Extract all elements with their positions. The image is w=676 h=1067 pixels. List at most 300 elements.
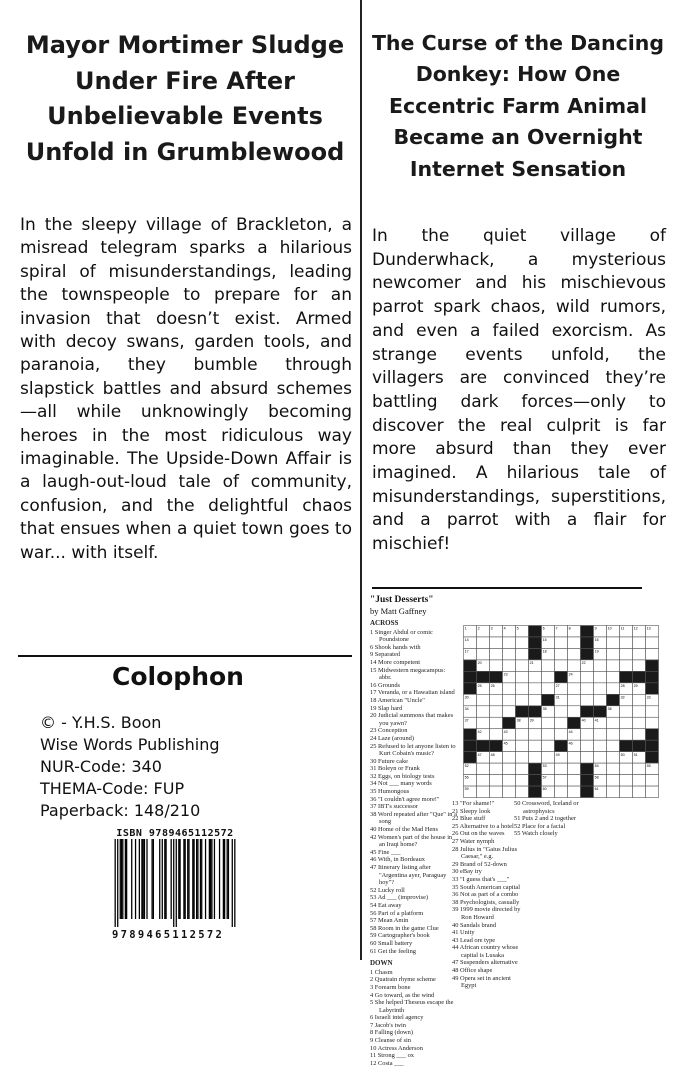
crossword-cell [607, 671, 620, 682]
crossword-clue: 51 Puts 2 and 2 together [514, 815, 576, 823]
crossword-cell [477, 694, 490, 705]
barcode-bar [125, 839, 126, 919]
crossword-cell [568, 683, 581, 694]
crossword-cell-number: 10 [607, 626, 612, 631]
crossword-cell-number: 58 [594, 775, 599, 780]
crossword-cell [555, 717, 568, 728]
crossword-black-cell [646, 660, 659, 671]
crossword-clue: 37 IBT's successor [370, 803, 419, 811]
crossword-clue: 30 Future cake [370, 757, 408, 765]
crossword-cell-number: 28 [620, 683, 625, 688]
crossword-cell-number: 53 [542, 764, 547, 769]
crossword-cell [555, 786, 568, 797]
crossword-cell-number: 41 [594, 718, 599, 723]
column-divider [360, 0, 362, 960]
colophon-copyright: © - Y.H.S. Boon [40, 713, 162, 732]
crossword-cell [568, 763, 581, 774]
crossword-cell [581, 683, 594, 694]
crossword-cell [529, 740, 542, 751]
crossword-cell [542, 752, 555, 763]
barcode-bar [214, 839, 215, 919]
crossword-clue: 8 Falling (down) [370, 1029, 413, 1037]
crossword-clue: 60 Small battery [370, 939, 413, 947]
crossword-clue: 56 Part of a platform [370, 909, 424, 917]
crossword-cell [542, 671, 555, 682]
crossword-clue: 6 Shook hands with [370, 643, 421, 651]
crossword-cell [516, 752, 529, 763]
crossword-cell [477, 717, 490, 728]
crossword-cell [620, 775, 633, 786]
crossword-cell [568, 648, 581, 659]
crossword-cell-number: 9 [594, 626, 597, 631]
crossword-cell [581, 729, 594, 740]
barcode-bar [209, 839, 210, 919]
crossword-cell-number: 1 [464, 626, 467, 631]
crossword-cell-number: 30 [464, 695, 469, 700]
crossword-clue: 3 Forearm bone [370, 983, 411, 991]
crossword-cell [607, 637, 620, 648]
crossword-cell [568, 637, 581, 648]
crossword-cell [503, 706, 516, 717]
crossword-cell-number: 14 [464, 638, 469, 643]
crossword-cell-number: 22 [581, 661, 586, 666]
crossword-clue: 46 With, in Bordeaux [370, 856, 426, 864]
crossword-cell [503, 752, 516, 763]
crossword-cell [542, 717, 555, 728]
crossword-cell-number: 32 [620, 695, 625, 700]
barcode-bar [131, 839, 132, 919]
crossword-cell [503, 763, 516, 774]
crossword-cell-number: 26 [490, 683, 495, 688]
crossword-black-cell [581, 626, 594, 637]
crossword-cell [503, 694, 516, 705]
crossword-author: by Matt Gaffney [370, 606, 427, 616]
crossword-cell [516, 729, 529, 740]
colophon-thema-code: THEMA-Code: FUP [40, 779, 185, 798]
crossword-black-cell [477, 740, 490, 751]
crossword-cell [555, 637, 568, 648]
crossword-black-cell [490, 671, 503, 682]
crossword-cell [607, 775, 620, 786]
crossword-cell [503, 683, 516, 694]
crossword-clue: 38 Word repeated after "Que" in a song [370, 810, 457, 826]
crossword-cell [594, 660, 607, 671]
crossword-black-cell [464, 740, 477, 751]
crossword-cell-number: 61 [594, 787, 599, 792]
crossword-cell-number: 52 [464, 764, 469, 769]
crossword-black-cell [646, 671, 659, 682]
crossword-cell-number: 51 [633, 752, 638, 757]
crossword-cell [581, 671, 594, 682]
crossword-cell-number: 47 [477, 752, 482, 757]
crossword-cell [568, 786, 581, 797]
crossword-cell [594, 740, 607, 751]
crossword-cell [620, 763, 633, 774]
crossword-cell-number: 13 [646, 626, 651, 631]
crossword-clue: 25 Alternative to a hotel [452, 822, 514, 830]
barcode-bar [121, 839, 122, 919]
crossword-clue: 35 Humongous [370, 788, 410, 796]
crossword-clue: 35 South American capital [452, 883, 520, 891]
crossword-cell [620, 706, 633, 717]
crossword-clue: 48 Office shape [452, 967, 493, 975]
crossword-clue: 1 Singer Abdul or comic Poundstone [370, 628, 433, 644]
crossword-cell [477, 648, 490, 659]
crossword-clue: 40 Sandals brand [452, 921, 497, 929]
barcode-bar [139, 839, 140, 919]
crossword-clue: 36 Not as part of a combo [452, 891, 519, 899]
crossword-cell [607, 786, 620, 797]
crossword-grid [463, 625, 659, 798]
crossword-cell [542, 740, 555, 751]
crossword-cell-number: 56 [464, 775, 469, 780]
crossword-black-cell [581, 763, 594, 774]
crossword-black-cell [646, 683, 659, 694]
down-heading: DOWN [370, 959, 393, 968]
crossword-cell [555, 660, 568, 671]
left-headline: Mayor Mortimer Sludge Under Fire After Unbelievable Events Unfold in Grumblewood [25, 31, 345, 166]
crossword-clue: 50 Crossword, Iceland or astrophysics [514, 800, 579, 815]
crossword-black-cell [568, 717, 581, 728]
barcode-bar [122, 839, 123, 919]
crossword-clue: 17 Veranda, or a Hawaiian island [370, 689, 455, 697]
crossword-cell [633, 706, 646, 717]
crossword-cell [646, 637, 659, 648]
isbn-label: ISBN 9789465112572 [116, 828, 234, 839]
crossword-cell-number: 36 [607, 706, 612, 711]
barcode-bar [223, 839, 224, 919]
crossword-cell [490, 775, 503, 786]
crossword-black-cell [529, 648, 542, 659]
crossword-black-cell [581, 637, 594, 648]
barcode-bar [165, 839, 166, 919]
crossword-cell-number: 8 [568, 626, 571, 631]
crossword-clue: 22 Blue stuff [452, 815, 486, 823]
crossword-clue: 54 Eat away [370, 901, 402, 909]
crossword-clue: 12 Costa ___ [370, 1059, 404, 1067]
crossword-black-cell [542, 694, 555, 705]
crossword-clue: 23 Conception [370, 727, 408, 735]
colophon-format: Paperback: 148/210 [40, 801, 201, 820]
crossword-clue: 9 Cleanse of sin [370, 1037, 411, 1045]
crossword-clue: 59 Cartographer's book [370, 932, 430, 940]
crossword-cell-number: 37 [464, 718, 469, 723]
crossword-black-cell [464, 671, 477, 682]
crossword-black-cell [646, 740, 659, 751]
crossword-black-cell [581, 706, 594, 717]
crossword-cell [503, 786, 516, 797]
crossword-cell-number: 49 [555, 752, 560, 757]
crossword-cell [490, 660, 503, 671]
crossword-cell [633, 729, 646, 740]
crossword-cell-number: 19 [594, 649, 599, 654]
crossword-black-cell [620, 740, 633, 751]
crossword-clue: 5 She helped Theseus escape the Labyrinth [370, 999, 454, 1014]
crossword-cell-number: 11 [620, 626, 625, 631]
crossword-cell [581, 740, 594, 751]
crossword-black-cell [620, 671, 633, 682]
crossword-cell-number: 23 [503, 672, 508, 677]
crossword-cell [646, 648, 659, 659]
crossword-cell-number: 40 [581, 718, 586, 723]
barcode-bar [115, 839, 116, 927]
crossword-black-cell [555, 740, 568, 751]
crossword-clue: 6 Israeli intel agency [370, 1014, 424, 1022]
crossword-cell-number: 21 [529, 661, 534, 666]
crossword-clue: 41 Unity [452, 929, 475, 937]
barcode-bar [143, 839, 144, 919]
crossword-cell-number: 57 [542, 775, 547, 780]
crossword-cell [490, 786, 503, 797]
crossword-cell [620, 637, 633, 648]
clues-column-1 [370, 616, 458, 1067]
crossword-cell [594, 671, 607, 682]
crossword-cell-number: 48 [490, 752, 495, 757]
crossword-cell-number: 33 [646, 695, 651, 700]
colophon-nur-code: NUR-Code: 340 [40, 757, 162, 776]
barcode-bar [219, 839, 220, 919]
crossword-clue: 58 Room in the game Clue [370, 924, 439, 932]
crossword-cell [503, 648, 516, 659]
crossword-cell [490, 648, 503, 659]
crossword-cell [646, 786, 659, 797]
crossword-clue: 52 Place for a facial [514, 822, 566, 830]
crossword-cell-number: 24 [568, 672, 573, 677]
crossword-clue: 9 Separated [370, 651, 400, 659]
crossword-black-cell [607, 694, 620, 705]
barcode-bar [232, 839, 233, 927]
crossword-black-cell [464, 752, 477, 763]
right-rule [372, 587, 642, 589]
barcode-bar [187, 839, 188, 919]
crossword-cell-number: 46 [568, 741, 573, 746]
crossword-black-cell [503, 717, 516, 728]
crossword-cell-number: 35 [542, 706, 547, 711]
crossword-black-cell [633, 671, 646, 682]
crossword-cell-number: 25 [477, 683, 482, 688]
right-headline: The Curse of the Dancing Donkey: How One Eccentric Farm Animal Became an Overnight Internet Sensation [371, 31, 665, 181]
crossword-cell [529, 671, 542, 682]
crossword-clue: 36 "I couldn't agree more!" [370, 795, 440, 803]
barcode-bar [173, 839, 174, 927]
barcode-bar [234, 839, 235, 927]
crossword-cell [542, 660, 555, 671]
crossword-cell [581, 752, 594, 763]
barcode-bar [120, 839, 121, 919]
barcode-bar [201, 839, 202, 919]
crossword-cell [620, 660, 633, 671]
crossword-cell-number: 3 [490, 626, 493, 631]
crossword-cell-number: 39 [529, 718, 534, 723]
crossword-cell-number: 7 [555, 626, 558, 631]
crossword-black-cell [646, 752, 659, 763]
crossword-cell [516, 775, 529, 786]
crossword-black-cell [581, 786, 594, 797]
crossword-cell-number: 4 [503, 626, 506, 631]
crossword-cell-number: 16 [594, 638, 599, 643]
barcode-bar [211, 839, 212, 919]
crossword-cell [568, 660, 581, 671]
crossword-black-cell [464, 729, 477, 740]
crossword-clue: 16 Grounds [370, 681, 400, 689]
barcode-bar [227, 839, 228, 919]
crossword-cell-number: 6 [542, 626, 545, 631]
crossword-clue: 44 African country whose capital is Lusaka [452, 944, 519, 959]
crossword-black-cell [529, 786, 542, 797]
barcode-bar [192, 839, 193, 919]
crossword-clue: 40 Home of the Mad Hens [370, 826, 438, 834]
crossword-cell [607, 763, 620, 774]
crossword-black-cell [594, 706, 607, 717]
crossword-clue: 13 "For shame!" [452, 800, 495, 807]
crossword-cell [581, 694, 594, 705]
crossword-cell [633, 775, 646, 786]
crossword-cell [594, 729, 607, 740]
barcode-bar [183, 839, 184, 919]
crossword-clue: 49 Opera set in ancient Egypt [452, 974, 511, 990]
crossword-cell [477, 786, 490, 797]
crossword-cell [555, 775, 568, 786]
crossword-clue: 15 Midwestern megacampus: abbr. [370, 666, 446, 682]
crossword-cell [607, 740, 620, 751]
crossword-cell [594, 683, 607, 694]
crossword-cell-number: 12 [633, 626, 638, 631]
crossword-clue: 45 Fine ___ [370, 848, 401, 856]
barcode-bar [188, 839, 189, 919]
barcode-bar [210, 839, 211, 919]
crossword-clue: 21 Sleepy look [452, 807, 491, 815]
barcode-bar [146, 839, 147, 919]
crossword-cell [516, 648, 529, 659]
barcode-bar [193, 839, 194, 919]
crossword-cell [490, 637, 503, 648]
crossword-black-cell [581, 648, 594, 659]
crossword-cell [490, 717, 503, 728]
crossword-cell-number: 44 [568, 729, 573, 734]
crossword-black-cell [646, 729, 659, 740]
crossword-cell [607, 717, 620, 728]
crossword-cell [633, 786, 646, 797]
crossword-cell [607, 752, 620, 763]
barcode-bar [179, 839, 180, 919]
crossword-cell-number: 27 [555, 683, 560, 688]
crossword-clue: 57 Mean Amin [370, 917, 409, 925]
crossword-cell [490, 729, 503, 740]
crossword-cell [516, 671, 529, 682]
crossword-black-cell [555, 671, 568, 682]
crossword-cell-number: 29 [633, 683, 638, 688]
barcode-bar [151, 839, 152, 919]
crossword-cell [516, 637, 529, 648]
crossword-cell [555, 729, 568, 740]
barcode-bar [171, 839, 172, 919]
barcode-bar [162, 839, 163, 919]
crossword-cell [542, 729, 555, 740]
isbn-digits: 9789465112572 [112, 929, 225, 941]
crossword-clue: 43 Lead ore type [452, 936, 496, 944]
colophon-lines [40, 712, 220, 822]
barcode-bar [178, 839, 179, 919]
crossword-clue: 32 Eggs, on biology tests [370, 772, 435, 780]
crossword-cell [477, 763, 490, 774]
crossword-cell [633, 694, 646, 705]
colophon-title: Colophon [112, 662, 244, 691]
barcode-bar [228, 839, 229, 919]
crossword-clue: 61 Get the feeling [370, 947, 416, 955]
left-rule [18, 655, 352, 657]
crossword-cell [568, 752, 581, 763]
crossword-black-cell [477, 671, 490, 682]
crossword-cell [568, 694, 581, 705]
crossword-black-cell [633, 740, 646, 751]
crossword-cell-number: 20 [477, 661, 482, 666]
crossword-clue: 7 Jacob's twin [370, 1021, 406, 1029]
crossword-clue: 18 American "Uncle" [370, 696, 425, 704]
crossword-cell [516, 740, 529, 751]
crossword-cell-number: 18 [542, 649, 547, 654]
barcode-bar [141, 839, 142, 919]
crossword-black-cell [516, 706, 529, 717]
crossword-clue: 24 Laze (around) [370, 734, 415, 742]
crossword-cell-number: 31 [555, 695, 560, 700]
barcode-bar [135, 839, 136, 919]
barcode-bar [196, 839, 197, 919]
crossword-clue: 1 Chasm [370, 968, 393, 976]
crossword-black-cell [529, 763, 542, 774]
crossword-cell [490, 706, 503, 717]
crossword-cell [633, 660, 646, 671]
crossword-cell [607, 729, 620, 740]
crossword-cell-number: 59 [464, 787, 469, 792]
crossword-clue: 26 Out on the waves [452, 830, 505, 838]
crossword-cell [477, 706, 490, 717]
crossword-cell [529, 694, 542, 705]
crossword-cell [555, 648, 568, 659]
crossword-cell-number: 45 [503, 741, 508, 746]
crossword-clue: 38 Psychologists, casually [452, 898, 520, 906]
crossword-clue: 52 Lucky roll [370, 886, 405, 894]
crossword-clue: 47 Suspenders alternative [452, 959, 518, 967]
crossword-cell [568, 775, 581, 786]
crossword-clue: 25 Refused to let anyone listen to Kurt Cobain's music? [370, 742, 456, 758]
crossword-cell-number: 5 [516, 626, 519, 631]
crossword-cell-number: 60 [542, 787, 547, 792]
crossword-cell-number: 55 [646, 764, 651, 769]
crossword-black-cell [529, 706, 542, 717]
crossword-clue: 11 Strong ___ ox [370, 1052, 414, 1060]
barcode-bar [144, 839, 145, 919]
barcode-bar [153, 839, 154, 919]
crossword-cell-number: 54 [594, 764, 599, 769]
crossword-cell [477, 775, 490, 786]
crossword-clue: 19 Slap hard [370, 704, 403, 712]
right-article-body: In the quiet village of Dunderwhack, a mysterious newcomer and his mischievous parrot spark chaos, wild rumors, and even a failed exorcism. As strange events unfold, the villagers are convinced they’re battling dark forces—only to discover the real culprit is far more absurd than they ever imagined. A hilarious tale of misunderstandings, superstitions, and a parrot with a flair for mischief! [372, 226, 666, 555]
isbn-barcode [112, 828, 238, 941]
crossword-cell [477, 637, 490, 648]
crossword-cell [620, 729, 633, 740]
barcode-bar [159, 839, 160, 919]
barcode-bar [185, 839, 186, 919]
crossword-black-cell [490, 740, 503, 751]
crossword-cell [594, 752, 607, 763]
crossword-cell [620, 648, 633, 659]
crossword-cell [516, 683, 529, 694]
barcode-bar [224, 839, 225, 919]
crossword-cell-number: 15 [542, 638, 547, 643]
crossword-cell [516, 763, 529, 774]
crossword-black-cell [464, 683, 477, 694]
crossword-clue: 33 "I guess that's ___" [452, 875, 510, 883]
